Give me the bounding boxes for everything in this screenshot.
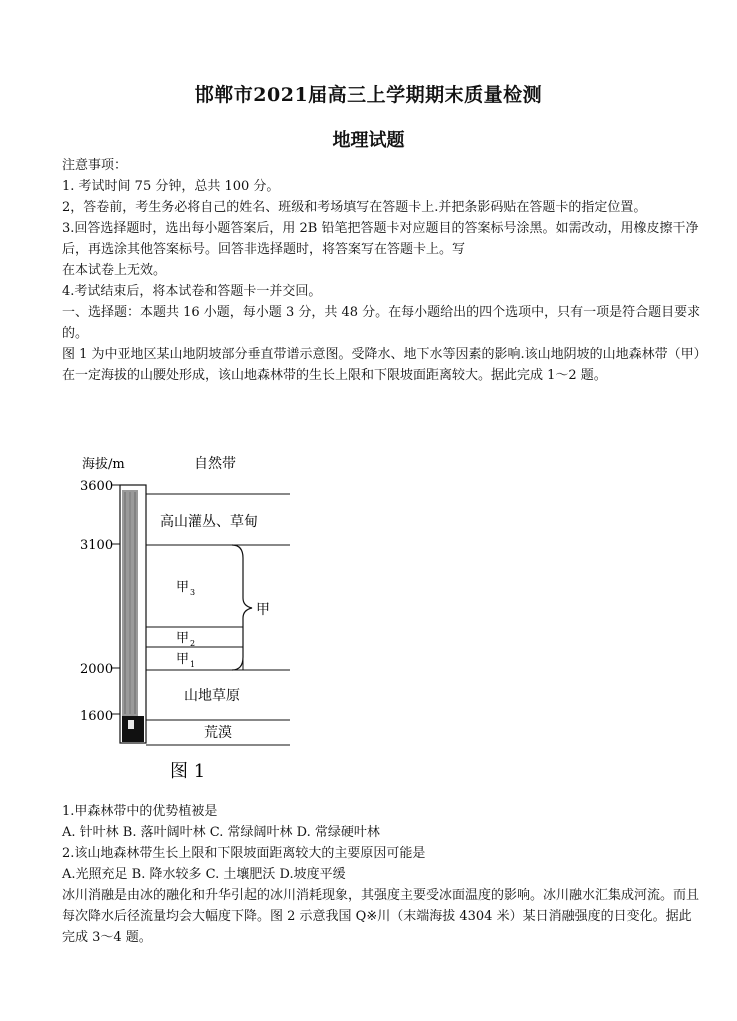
question-2-options: A.光照充足 B. 降水较多 C. 土壤肥沃 D.坡度平缓	[62, 867, 346, 882]
figure-caption: 图 1	[170, 761, 206, 782]
base-mark	[128, 720, 134, 729]
section-intro: 一、选择题：本题共 16 小题，每小题 3 分，共 48 分。在每小题给出的四个选项中，只有一项是符合题目要求的。	[62, 305, 701, 341]
passage-1: 图 1 为中亚地区某山地阴坡部分垂直带谱示意图。受降水、地下水等因素的影响.该山地阴坡的山地森林带（甲）在一定海拔的山腰处形成，该山地森林带的生长上限和下限坡面距离较大。据此完成 1～2 题。	[62, 347, 701, 383]
y-axis-label: 海拔/m	[82, 457, 125, 472]
tick-1600: 1600	[80, 709, 114, 724]
question-2: 2.该山地森林带生长上限和下限坡面距离较大的主要原因可能是	[62, 846, 426, 861]
zone-alpine-label: 高山灌丛、草甸	[160, 514, 258, 530]
notice-item: 3.回答选择题时，选出每小题答案后，用 2B 铅笔把答题卡对应题目的答案标号涂黑。如需改动，用橡皮擦干净后，再选涂其他答案标号。回答非选择题时，将答案写在答题卡上。写	[62, 221, 699, 257]
notice-item: 2，答卷前，考生务必将自己的姓名、班级和考场填写在答题卡上.并把条影码贴在答题卡的指定位置。	[62, 200, 647, 215]
brace-label: 甲	[256, 602, 270, 618]
document-title: 邯郸市2021届高三上学期期末质量检测	[194, 84, 543, 106]
tick-3600: 3600	[80, 479, 114, 494]
zone-jia3-subscript: 3	[190, 588, 196, 597]
zone-desert-label: 荒漠	[204, 725, 232, 741]
question-1-options: A. 针叶林 B. 落叶阔叶林 C. 常绿阔叶林 D. 常绿硬叶林	[62, 825, 380, 840]
notice-item: 4.考试结束后，将本试卷和答题卡一并交回。	[62, 284, 322, 299]
zone-steppe-label: 山地草原	[184, 688, 240, 704]
zonation-diagram	[74, 448, 304, 788]
zone-jia1-subscript: 1	[190, 660, 196, 669]
passage-2: 冰川消融是由冰的融化和升华引起的冰川消耗现象，其强度主要受冰面温度的影响。冰川融水汇集成河流。而且每次降水后径流量均会大幅度下降。图 2 示意我国 Q※川（末端海拔 4304 米）某日消融强度的日变化。据此完成 3～4 题。	[62, 888, 700, 945]
zone-jia3-label: 甲	[176, 580, 190, 595]
instructions-block	[62, 155, 702, 386]
zone-jia2-subscript: 2	[190, 639, 196, 648]
figure-1-vertical-zonation	[74, 448, 304, 788]
notice-heading: 注意事项：	[62, 158, 128, 173]
questions-block	[62, 801, 702, 948]
zone-jia2-label: 甲	[176, 631, 190, 646]
notice-item: 1. 考试时间 75 分钟，总共 100 分。	[62, 179, 280, 194]
document-subtitle: 地理试题	[332, 130, 405, 151]
notice-item: 在本试卷上无效。	[62, 263, 167, 278]
column-header: 自然带	[194, 456, 236, 472]
tick-2000: 2000	[80, 662, 114, 677]
question-1: 1.甲森林带中的优势植被是	[62, 804, 218, 819]
zone-brace	[232, 545, 252, 670]
tick-3100: 3100	[80, 538, 114, 553]
zone-jia1-label: 甲	[176, 652, 190, 667]
